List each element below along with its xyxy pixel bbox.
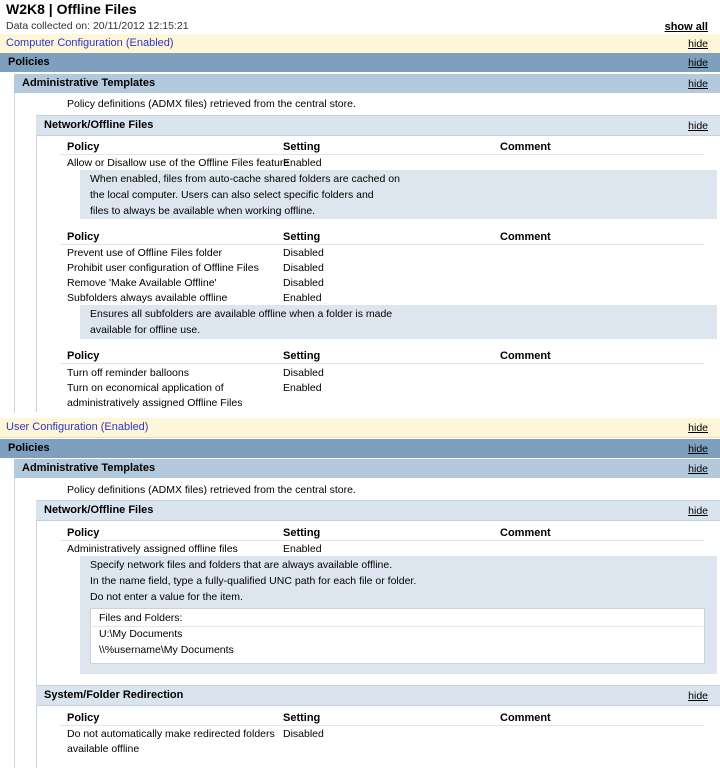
policies-label: Policies <box>8 442 50 454</box>
column-header-policy: Policy <box>67 141 100 153</box>
policy-name: Administratively assigned offline files <box>67 543 238 555</box>
row-divider <box>60 244 704 245</box>
column-header-setting: Setting <box>283 527 321 539</box>
computer-policies-header <box>0 53 720 72</box>
column-header-comment: Comment <box>500 231 551 243</box>
column-header-comment: Comment <box>500 712 551 724</box>
policy-setting: Enabled <box>283 382 322 394</box>
policy-explanation <box>80 305 717 339</box>
explanation-line: available for offline use. <box>90 324 201 336</box>
hide-link[interactable]: hide <box>688 505 708 517</box>
policy-explanation <box>80 556 717 674</box>
section-border <box>14 93 15 413</box>
column-header-setting: Setting <box>283 350 321 362</box>
data-collected-timestamp: Data collected on: 20/11/2012 12:15:21 <box>6 20 189 32</box>
explanation-line: Do not enter a value for the item. <box>90 591 243 603</box>
policy-name: Allow or Disallow use of the Offline Files feature <box>67 157 290 169</box>
network-offline-files-label: Network/Offline Files <box>44 119 154 131</box>
hide-link[interactable]: hide <box>688 120 708 132</box>
policy-setting: Enabled <box>283 292 322 304</box>
policy-setting: Enabled <box>283 157 322 169</box>
hide-link[interactable]: hide <box>688 38 708 50</box>
policy-explanation <box>80 170 717 219</box>
policy-setting: Disabled <box>283 367 324 379</box>
explanation-line: When enabled, files from auto-cache shared folders are cached on <box>90 173 400 185</box>
policy-name: Turn off reminder balloons <box>67 367 189 379</box>
hide-link[interactable]: hide <box>688 443 708 455</box>
hide-link[interactable]: hide <box>688 463 708 475</box>
folder-path: U:\My Documents <box>99 628 183 640</box>
section-border <box>36 136 37 412</box>
network-offline-files-label: Network/Offline Files <box>44 504 154 516</box>
explanation-line: Ensures all subfolders are available offline when a folder is made <box>90 308 393 320</box>
policy-setting: Disabled <box>283 728 324 740</box>
admx-note: Policy definitions (ADMX files) retrieved from the central store. <box>67 484 356 496</box>
computer-configuration-header <box>0 34 720 54</box>
policy-name: Turn on economical application of <box>67 382 224 394</box>
system-folder-redirection-label: System/Folder Redirection <box>44 689 184 701</box>
admin-templates-label: Administrative Templates <box>22 77 156 89</box>
policy-setting: Disabled <box>283 277 324 289</box>
hide-link[interactable]: hide <box>688 57 708 69</box>
policy-name: Prohibit user configuration of Offline Files <box>67 262 259 274</box>
files-and-folders-box <box>90 608 705 664</box>
policy-name-continued: available offline <box>67 743 140 755</box>
column-header-comment: Comment <box>500 527 551 539</box>
hide-link[interactable]: hide <box>688 690 708 702</box>
folder-path: \\%username\My Documents <box>99 644 234 656</box>
policy-setting: Disabled <box>283 262 324 274</box>
column-header-policy: Policy <box>67 231 100 243</box>
user-configuration-header <box>0 418 720 438</box>
section-border <box>14 478 15 768</box>
policy-name: Prevent use of Offline Files folder <box>67 247 223 259</box>
page-title: W2K8 | Offline Files <box>6 1 137 17</box>
computer-network-offline-files-header <box>36 115 720 136</box>
admx-note: Policy definitions (ADMX files) retrieved from the central store. <box>67 98 356 110</box>
show-all-link[interactable]: show all <box>664 21 708 33</box>
column-header-policy: Policy <box>67 527 100 539</box>
user-policies-header <box>0 439 720 458</box>
system-folder-redirection-header <box>36 685 720 706</box>
column-header-setting: Setting <box>283 141 321 153</box>
policy-name: Remove 'Make Available Offline' <box>67 277 217 289</box>
row-divider <box>60 363 704 364</box>
admin-templates-label: Administrative Templates <box>22 462 156 474</box>
computer-configuration-label: Computer Configuration (Enabled) <box>6 37 174 49</box>
policy-setting: Disabled <box>283 247 324 259</box>
policies-label: Policies <box>8 56 50 68</box>
explanation-line: In the name field, type a fully-qualified UNC path for each file or folder. <box>90 575 417 587</box>
column-header-policy: Policy <box>67 712 100 724</box>
policy-name: Do not automatically make redirected folders <box>67 728 275 740</box>
hide-link[interactable]: hide <box>688 78 708 90</box>
row-divider <box>60 725 704 726</box>
column-header-setting: Setting <box>283 712 321 724</box>
user-admin-templates-header <box>14 459 720 478</box>
divider <box>92 626 703 627</box>
explanation-line: Specify network files and folders that are always available offline. <box>90 559 393 571</box>
policy-name: Subfolders always available offline <box>67 292 228 304</box>
section-border <box>36 706 37 768</box>
files-and-folders-header: Files and Folders: <box>99 612 183 624</box>
explanation-line: the local computer. Users can also select specific folders and <box>90 189 374 201</box>
user-network-offline-files-header <box>36 500 720 521</box>
explanation-line: files to always be available when working offline. <box>90 205 316 217</box>
column-header-comment: Comment <box>500 350 551 362</box>
section-border <box>36 521 37 685</box>
hide-link[interactable]: hide <box>688 422 708 434</box>
policy-name-continued: administratively assigned Offline Files <box>67 397 243 409</box>
column-header-policy: Policy <box>67 350 100 362</box>
policy-setting: Enabled <box>283 543 322 555</box>
column-header-setting: Setting <box>283 231 321 243</box>
computer-admin-templates-header <box>14 74 720 93</box>
user-configuration-label: User Configuration (Enabled) <box>6 421 149 433</box>
column-header-comment: Comment <box>500 141 551 153</box>
row-divider <box>60 154 704 155</box>
row-divider <box>60 540 704 541</box>
